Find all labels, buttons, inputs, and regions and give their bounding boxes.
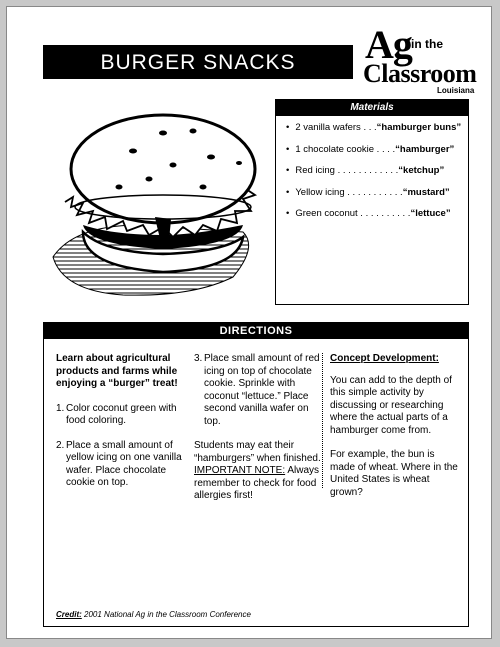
material-item	[286, 187, 468, 209]
step-number: 3.	[194, 353, 203, 364]
column-divider	[322, 353, 323, 488]
logo-classroom: Classroom	[363, 59, 477, 88]
materials-heading: Materials	[276, 100, 468, 116]
worksheet-page	[6, 6, 492, 639]
material-snack: “lettuce”	[410, 208, 451, 219]
leader-dots: . . . .	[374, 143, 396, 155]
material-name: Green coconut	[295, 208, 358, 219]
important-text: Always remember to check for food allergies first!	[194, 465, 320, 501]
step-2	[56, 440, 188, 490]
material-item	[286, 144, 468, 166]
finish-note	[194, 440, 326, 503]
concept-paragraph-1: You can add to the depth of this simple activity by discussing or researching where the actual parts of a hamburger come from.	[330, 374, 452, 436]
material-item	[286, 208, 468, 230]
material-name: Red icing	[295, 165, 335, 176]
credit-label: Credit:	[56, 610, 82, 619]
leader-dots: . . . . . . . . . . . .	[334, 165, 399, 176]
material-name: Yellow icing	[295, 186, 345, 198]
directions-box	[43, 322, 469, 627]
step-1	[56, 403, 188, 428]
step-3	[194, 353, 326, 428]
logo-ag: Ag	[365, 22, 412, 67]
leader-dots: . . . . . . . . . . .	[344, 186, 403, 198]
material-snack: “hamburger buns”	[376, 122, 462, 133]
ag-in-the-classroom-logo	[359, 22, 477, 95]
material-name: 2 vanilla wafers	[295, 122, 361, 133]
burger-illustration	[43, 107, 273, 299]
bullet-icon: •	[286, 165, 290, 176]
step-text: Color coconut green with food coloring.	[66, 402, 177, 426]
leader-dots: . . . . . . . . . .	[357, 208, 411, 219]
material-item	[286, 165, 468, 187]
material-snack: “ketchup”	[398, 165, 445, 176]
directions-column-2	[194, 353, 326, 515]
bullet-icon: •	[286, 186, 290, 198]
intro-text: Learn about agricultural products and farms while enjoying a “burger” treat!	[56, 353, 178, 389]
directions-heading: DIRECTIONS	[44, 323, 468, 339]
materials-list	[276, 122, 468, 230]
page-title: BURGER SNACKS	[43, 45, 353, 79]
material-snack: “hamburger”	[395, 143, 455, 155]
step-text: Place a small amount of yellow icing on one vanilla wafer. Place chocolate cookie on top.	[66, 439, 182, 488]
step-number: 2.	[56, 439, 65, 451]
bullet-icon: •	[286, 122, 290, 133]
material-name: 1 chocolate cookie	[295, 143, 375, 155]
concept-column	[330, 353, 458, 511]
materials-box	[275, 99, 469, 305]
step-number: 1.	[56, 402, 65, 414]
credit-text: 2001 National Ag in the Classroom Conference	[84, 610, 251, 619]
bullet-icon: •	[286, 143, 290, 155]
step-text: Place small amount of red icing on top of chocolate cookie. Sprinkle with coconut “lettuce.” Place second vanilla wafer on top.	[204, 353, 320, 427]
material-item	[286, 122, 468, 144]
finish-text: Students may eat their “hamburgers” when finished.	[194, 440, 321, 464]
important-label: IMPORTANT NOTE:	[194, 465, 286, 476]
credit-line	[56, 610, 251, 619]
directions-column-1	[56, 353, 188, 502]
material-snack: “mustard”	[402, 186, 450, 198]
logo-state: Louisiana	[437, 86, 475, 95]
logo-in-the: in the	[411, 37, 443, 51]
concept-heading: Concept Development:	[330, 353, 439, 364]
leader-dots: . . .	[360, 122, 377, 133]
bullet-icon: •	[286, 208, 290, 219]
concept-paragraph-2: For example, the bun is made of wheat. Where in the United States is wheat grown?	[330, 449, 458, 498]
